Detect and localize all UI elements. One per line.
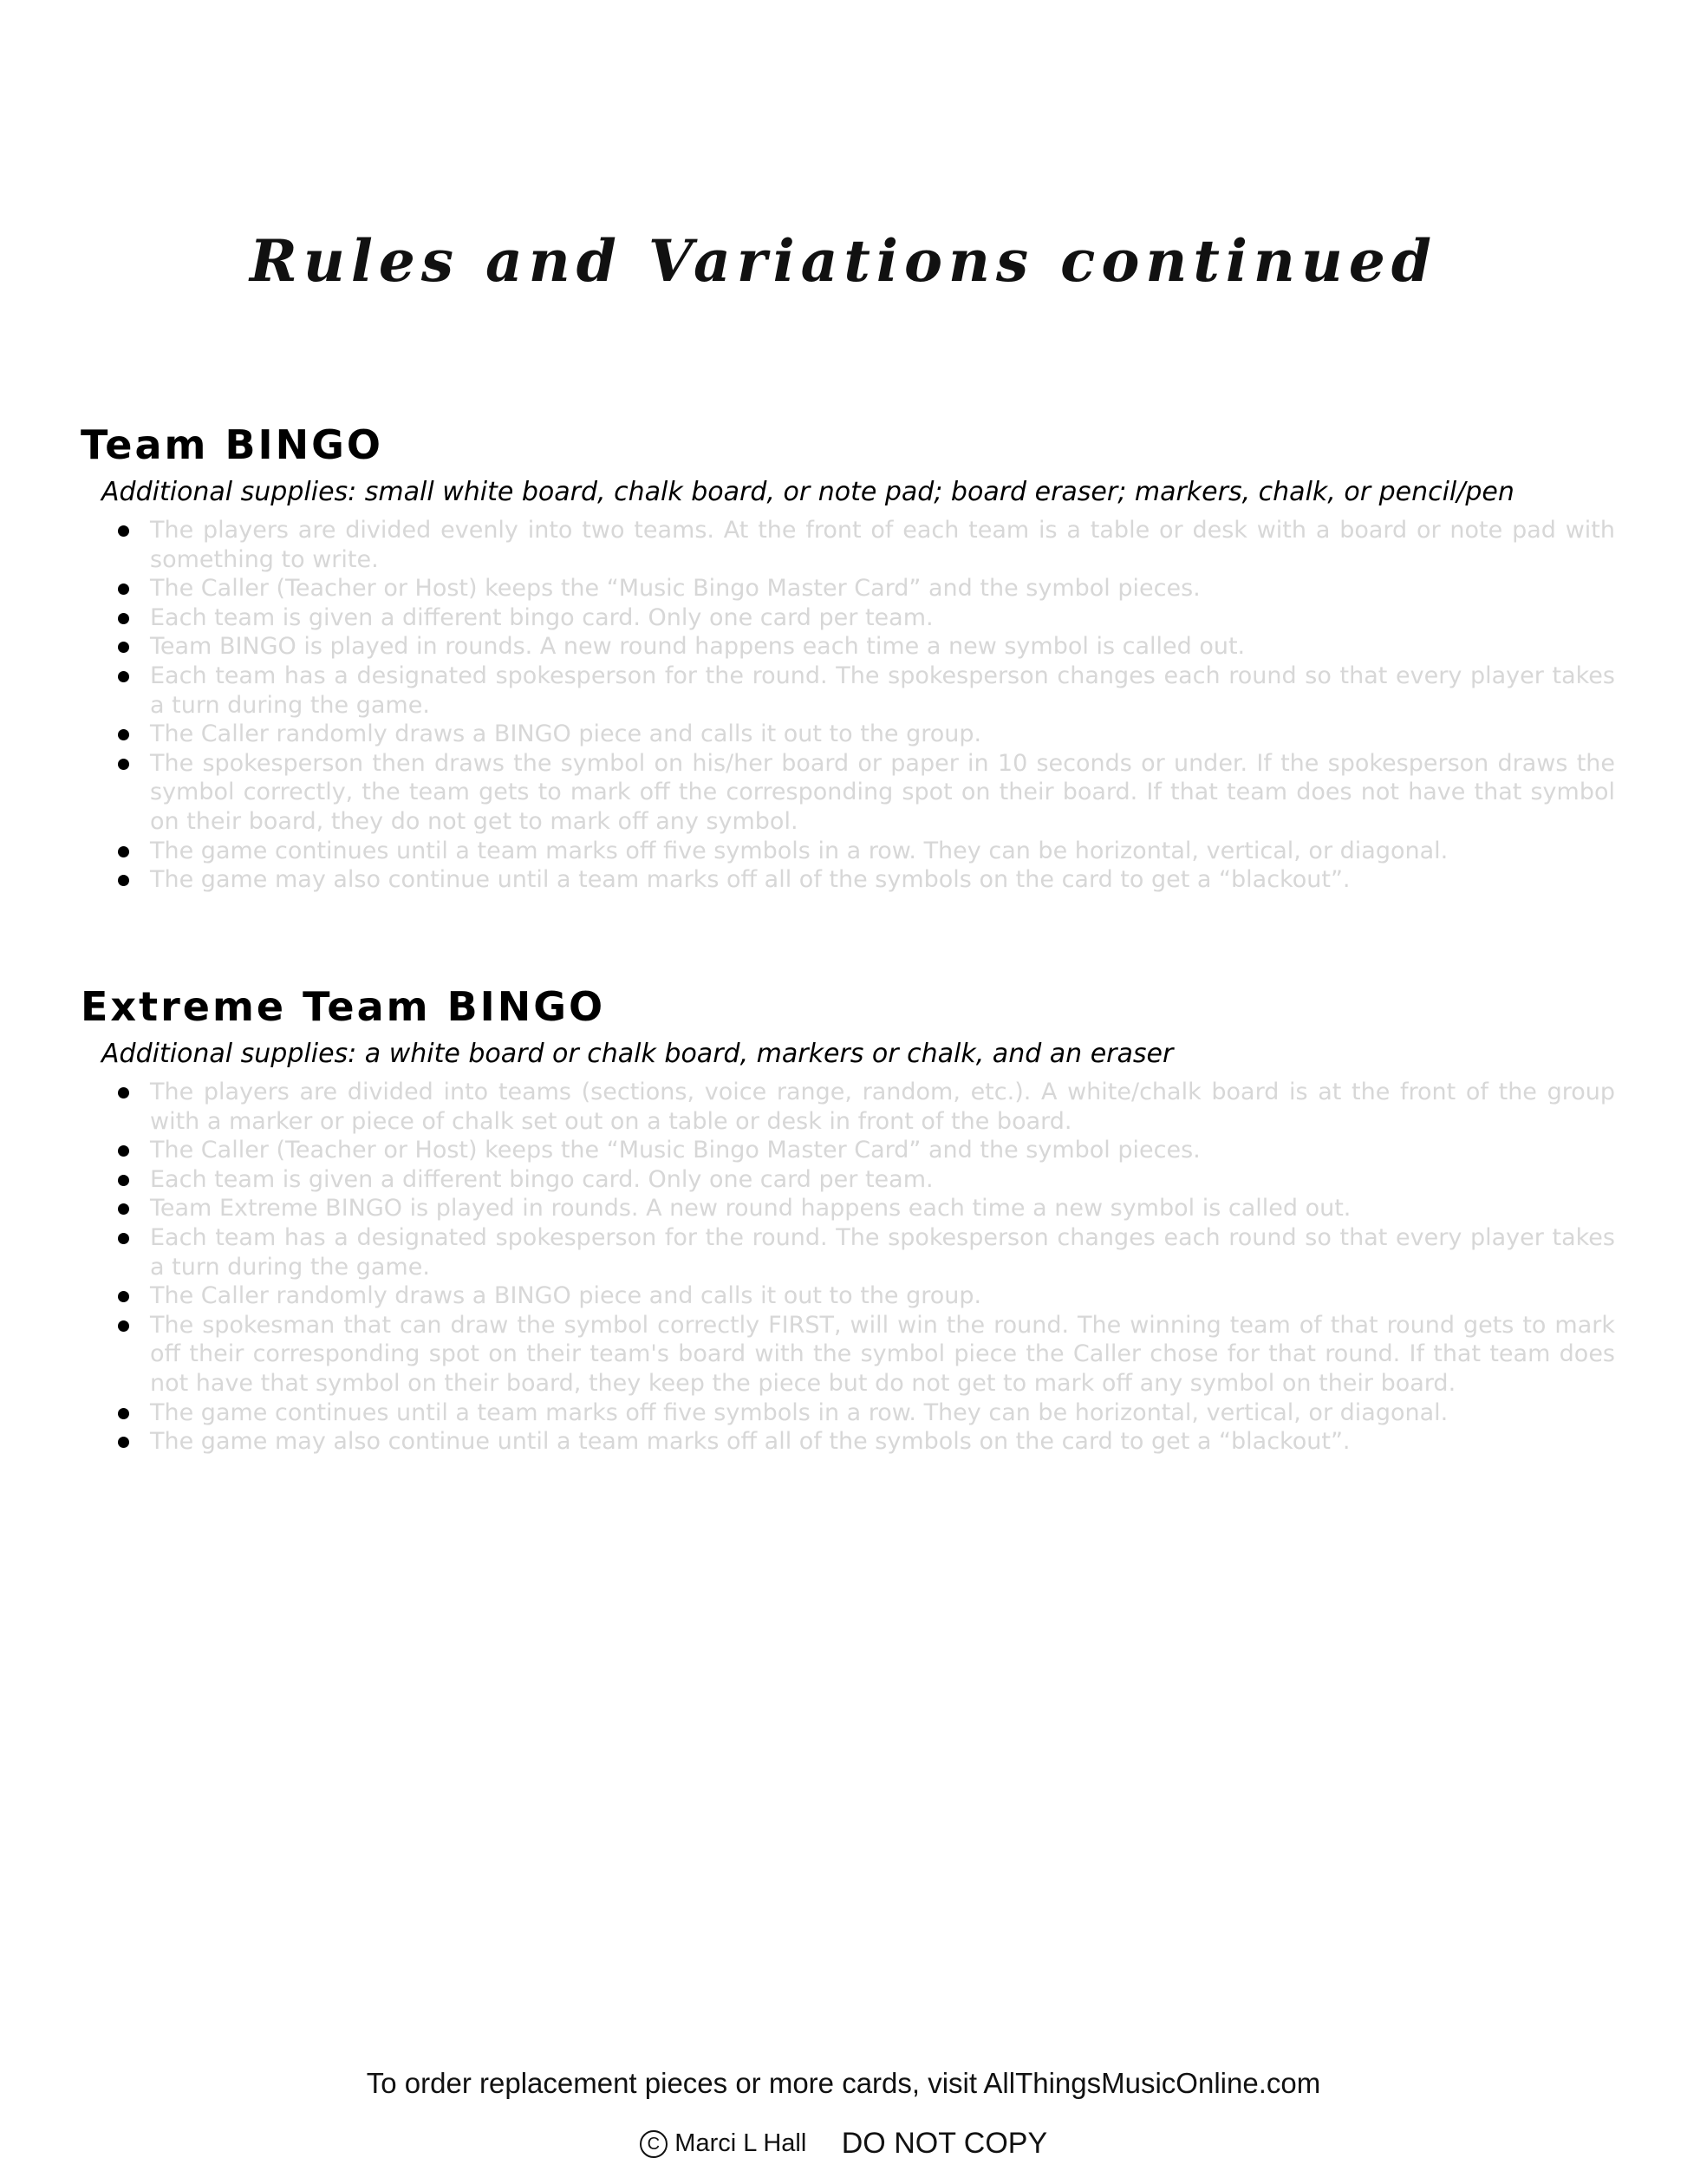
bullet-icon: [118, 875, 129, 886]
bullet-icon: [118, 1320, 129, 1332]
bullet-icon: [118, 1437, 129, 1448]
list-item: The spokesman that can draw the symbol correctly FIRST, will win the round. The winning team of that round gets to mark off their corresponding spot on their team's board with the symbol piece the Caller chose for that round. If that team does not have that symbol on their board, they keep the piece but do not get to mark off any symbol on their board.: [150, 1311, 1615, 1398]
bullet-icon: [118, 642, 129, 653]
rules-list: [81, 516, 1615, 895]
list-item: Each team is given a different bingo card. Only one card per team.: [150, 1165, 1615, 1195]
team-bingo-section: [81, 421, 1615, 895]
bullet-icon: [118, 1087, 129, 1099]
bullet-icon: [118, 1175, 129, 1186]
copyright-icon: C: [640, 2130, 668, 2158]
list-item: Each team has a designated spokesperson for the round. The spokesperson changes each round so that every player takes a turn during the game.: [150, 662, 1615, 720]
list-item: The Caller (Teacher or Host) keeps the “Music Bingo Master Card” and the symbol pieces.: [150, 574, 1615, 603]
bullet-icon: [118, 613, 129, 624]
bullet-icon: [118, 671, 129, 682]
list-item: The Caller randomly draws a BINGO piece and calls it out to the group.: [150, 1281, 1615, 1311]
list-item: The game continues until a team marks off five symbols in a row. They can be horizontal, vertical, or diagonal.: [150, 1398, 1615, 1428]
do-not-copy-notice: DO NOT COPY: [841, 2127, 1048, 2160]
list-item: The players are divided into teams (sections, voice range, random, etc.). A white/chalk board is at the front of the group with a marker or piece of chalk set out on a table or desk in front of the board.: [150, 1078, 1615, 1136]
order-info-text: To order replacement pieces or more cards, visit AllThingsMusicOnline.com: [366, 2067, 1321, 2099]
bullet-icon: [118, 1408, 129, 1419]
bullet-icon: [118, 1233, 129, 1244]
list-item: The Caller (Teacher or Host) keeps the “Music Bingo Master Card” and the symbol pieces.: [150, 1136, 1615, 1165]
list-item: Team BINGO is played in rounds. A new round happens each time a new symbol is called out.: [150, 632, 1615, 662]
section-heading: Team BINGO: [81, 421, 383, 468]
bullet-icon: [118, 729, 129, 740]
bullet-icon: [118, 1145, 129, 1157]
bullet-icon: [118, 1291, 129, 1302]
bullet-icon: [118, 1203, 129, 1215]
bullet-icon: [118, 583, 129, 595]
copyright-line: [0, 2127, 1687, 2161]
bullet-icon: [118, 846, 129, 857]
supplies-line: Additional supplies: a white board or chalk board, markers or chalk, and an eraser: [101, 1039, 1174, 1069]
list-item: Each team has a designated spokesperson for the round. The spokesperson changes each round so that every player takes a turn during the game.: [150, 1223, 1615, 1281]
list-item: The game may also continue until a team marks off all of the symbols on the card to get a “blackout”.: [150, 1427, 1615, 1457]
author-name: Marci L Hall: [674, 2129, 807, 2157]
bullet-icon: [118, 759, 129, 770]
list-item: Each team is given a different bingo card. Only one card per team.: [150, 603, 1615, 633]
list-item: The Caller randomly draws a BINGO piece and calls it out to the group.: [150, 720, 1615, 749]
rules-list: [81, 1078, 1615, 1457]
page-title: Rules and Variations continued: [250, 227, 1437, 295]
supplies-line: Additional supplies: small white board, chalk board, or note pad; board eraser; markers, chalk, or pencil/pen: [101, 477, 1514, 507]
list-item: The game may also continue until a team marks off all of the symbols on the card to get a “blackout”.: [150, 865, 1615, 895]
list-item: The game continues until a team marks off five symbols in a row. They can be horizontal, vertical, or diagonal.: [150, 837, 1615, 866]
list-item: The spokesperson then draws the symbol on his/her board or paper in 10 seconds or under. If the spokesperson draws the symbol correctly, the team gets to mark off the corresponding spot on their board. If that team does not have that symbol on their board, they do not get to mark off any symbol.: [150, 749, 1615, 837]
section-heading: Extreme Team BINGO: [81, 983, 606, 1030]
bullet-icon: [118, 525, 129, 537]
list-item: The players are divided evenly into two teams. At the front of each team is a table or desk with a board or note pad with something to write.: [150, 516, 1615, 574]
list-item: Team Extreme BINGO is played in rounds. A new round happens each time a new symbol is called out.: [150, 1194, 1615, 1223]
extreme-team-bingo-section: [81, 982, 1615, 1457]
